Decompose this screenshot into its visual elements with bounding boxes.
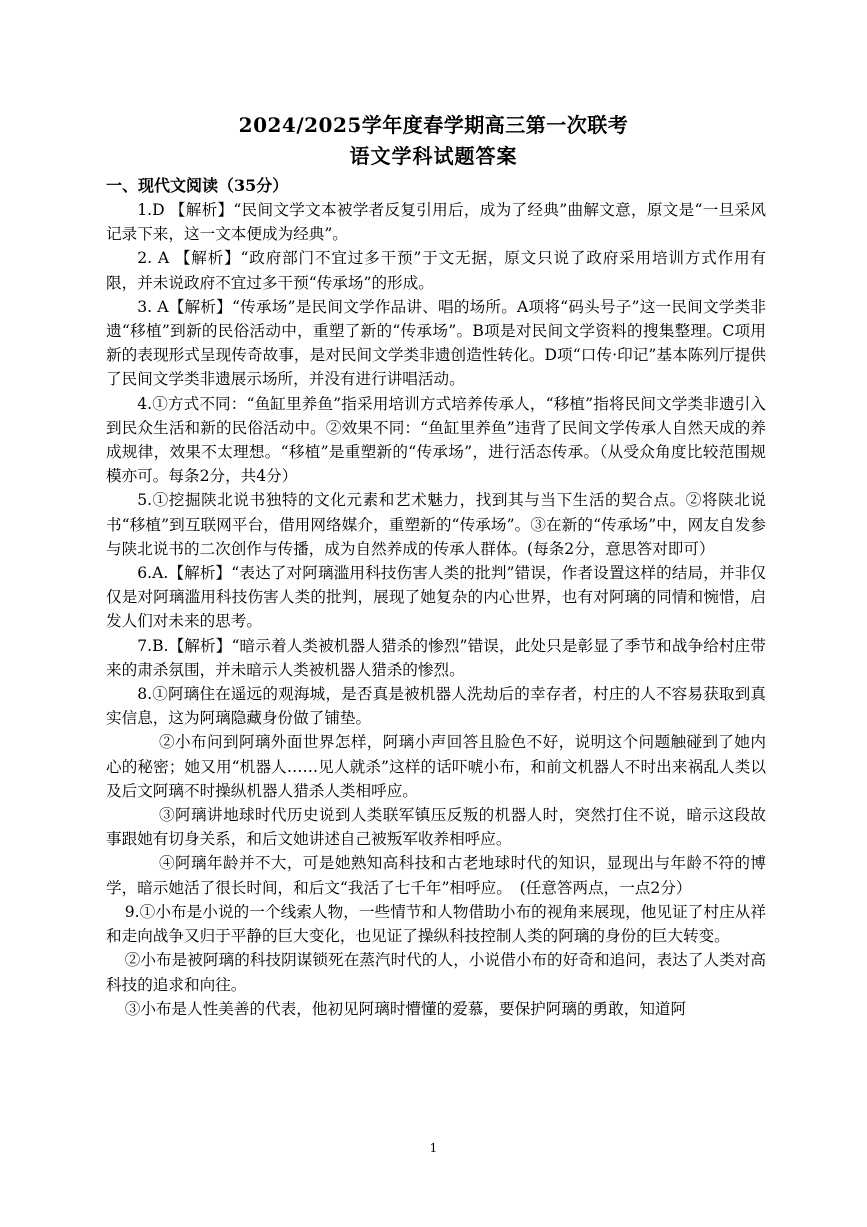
answer-q9-point2: ②小布是被阿璃的科技阴谋锁死在蒸汽时代的人，小说借小布的好奇和追问，表达了人类对高科技的追求和向往。 xyxy=(106,951,766,994)
answer-q9-point3: ③小布是人性美善的代表，他初见阿璃时懵懂的爱慕，要保护阿璃的勇敢，知道阿 xyxy=(124,999,687,1018)
answer-q4: 4.①方式不同：“鱼缸里养鱼”指采用培训方式培养传承人，“移植”指将民间文学类非遗引入到民众生活和新的民俗活动中。②效果不同：“鱼缸里养鱼”违背了民间文学传承人自然天成的养成规律，效果不太理想。“移植”是重塑新的“传承场”，进行活态传承。（从受众角度比较范围规模亦可。每条2分，共4分） xyxy=(106,394,766,486)
answer-q8-point4: ④阿璃年龄并不大，可是她熟知高科技和古老地球时代的知识，显现出与年龄不符的博学，暗示她活了很长时间，和后文“我活了七千年”相呼应。 (任意答两点，一点2分） xyxy=(106,854,766,897)
answer-q8-point2: ②小布问到阿璃外面世界怎样，阿璃小声回答且脸色不好，说明这个问题触碰到了她内心的秘密；她又用“机器人……见人就杀”这样的话吓唬小布，和前文机器人不时出来祸乱人类以及后文阿璃不时操纵机器人猎杀人类相呼应。 xyxy=(106,733,766,800)
answer-q6: 6.A.【解析】“表达了对阿璃滥用科技伤害人类的批判”错误，作者设置这样的结局，并非仅仅是对阿璃滥用科技伤害人类的批判，展现了她复杂的内心世界，也有对阿璃的同情和惋惜，启发人们对未来的思考。 xyxy=(106,564,766,631)
document-title: 2024/2025学年度春学期高三第一次联考 xyxy=(238,113,629,137)
answer-q1: 1.D 【解析】“民间文学文本被学者反复引用后，成为了经典”曲解文意，原文是“一旦采风记录下来，这一文本便成为经典”。 xyxy=(106,201,766,244)
document-subtitle: 语文学科试题答案 xyxy=(349,144,518,168)
answer-q9-point1: 9.①小布是小说的一个线索人物，一些情节和人物借助小布的视角来展现，他见证了村庄从祥和走向战争又归于平静的巨大变化，也见证了操纵科技控制人类的阿璃的身份的巨大转变。 xyxy=(106,902,766,946)
section-heading: 一、现代文阅读（35分） xyxy=(106,176,289,195)
answer-q5: 5.①挖掘陕北说书独特的文化元素和艺术魅力，找到其与当下生活的契合点。②将陕北说书“移植”到互联网平台，借用网络媒介，重塑新的“传承场”。③在新的“传承场”中，网友自发参与陕北说书的二次创作与传播，成为自然养成的传承人群体。(每条2分，意思答对即可） xyxy=(106,491,766,558)
answer-q8-point3: ③阿璃讲地球时代历史说到人类联军镇压反叛的机器人时，突然打住不说，暗示这段故事跟她有切身关系，和后文她讲述自己被叛军收养相呼应。 xyxy=(106,806,766,849)
answer-q3: 3. A【解析】“传承场”是民间文学作品讲、唱的场所。A项将“码头号子”这一民间文学类非遗“移植”到新的民俗活动中，重塑了新的“传承场”。B项是对民间文学资料的搜集整理。C项用新的表现形式呈现传奇故事，是对民间文学类非遗创造性转化。D项“口传·印记”基本陈列厅提供了民间文学类非遗展示场所，并没有进行讲唱活动。 xyxy=(106,297,766,389)
answer-q7: 7.B.【解析】“暗示着人类被机器人猎杀的惨烈”错误，此处只是彰显了季节和战争给村庄带来的肃杀氛围，并未暗示人类被机器人猎杀的惨烈。 xyxy=(106,636,766,679)
page-number: 1 xyxy=(429,1141,438,1155)
answer-q8-point1: 8.①阿璃住在遥远的观海城，是否真是被机器人洗劫后的幸存者，村庄的人不容易获取到真实信息，这为阿璃隐藏身份做了铺垫。 xyxy=(106,685,766,728)
answer-q2: 2. A 【解析】“政府部门不宜过多干预”于文无据，原文只说了政府采用培训方式作用有限，并未说政府不宜过多干预“传承场”的形成。 xyxy=(106,249,766,292)
answer-body xyxy=(106,198,766,1021)
